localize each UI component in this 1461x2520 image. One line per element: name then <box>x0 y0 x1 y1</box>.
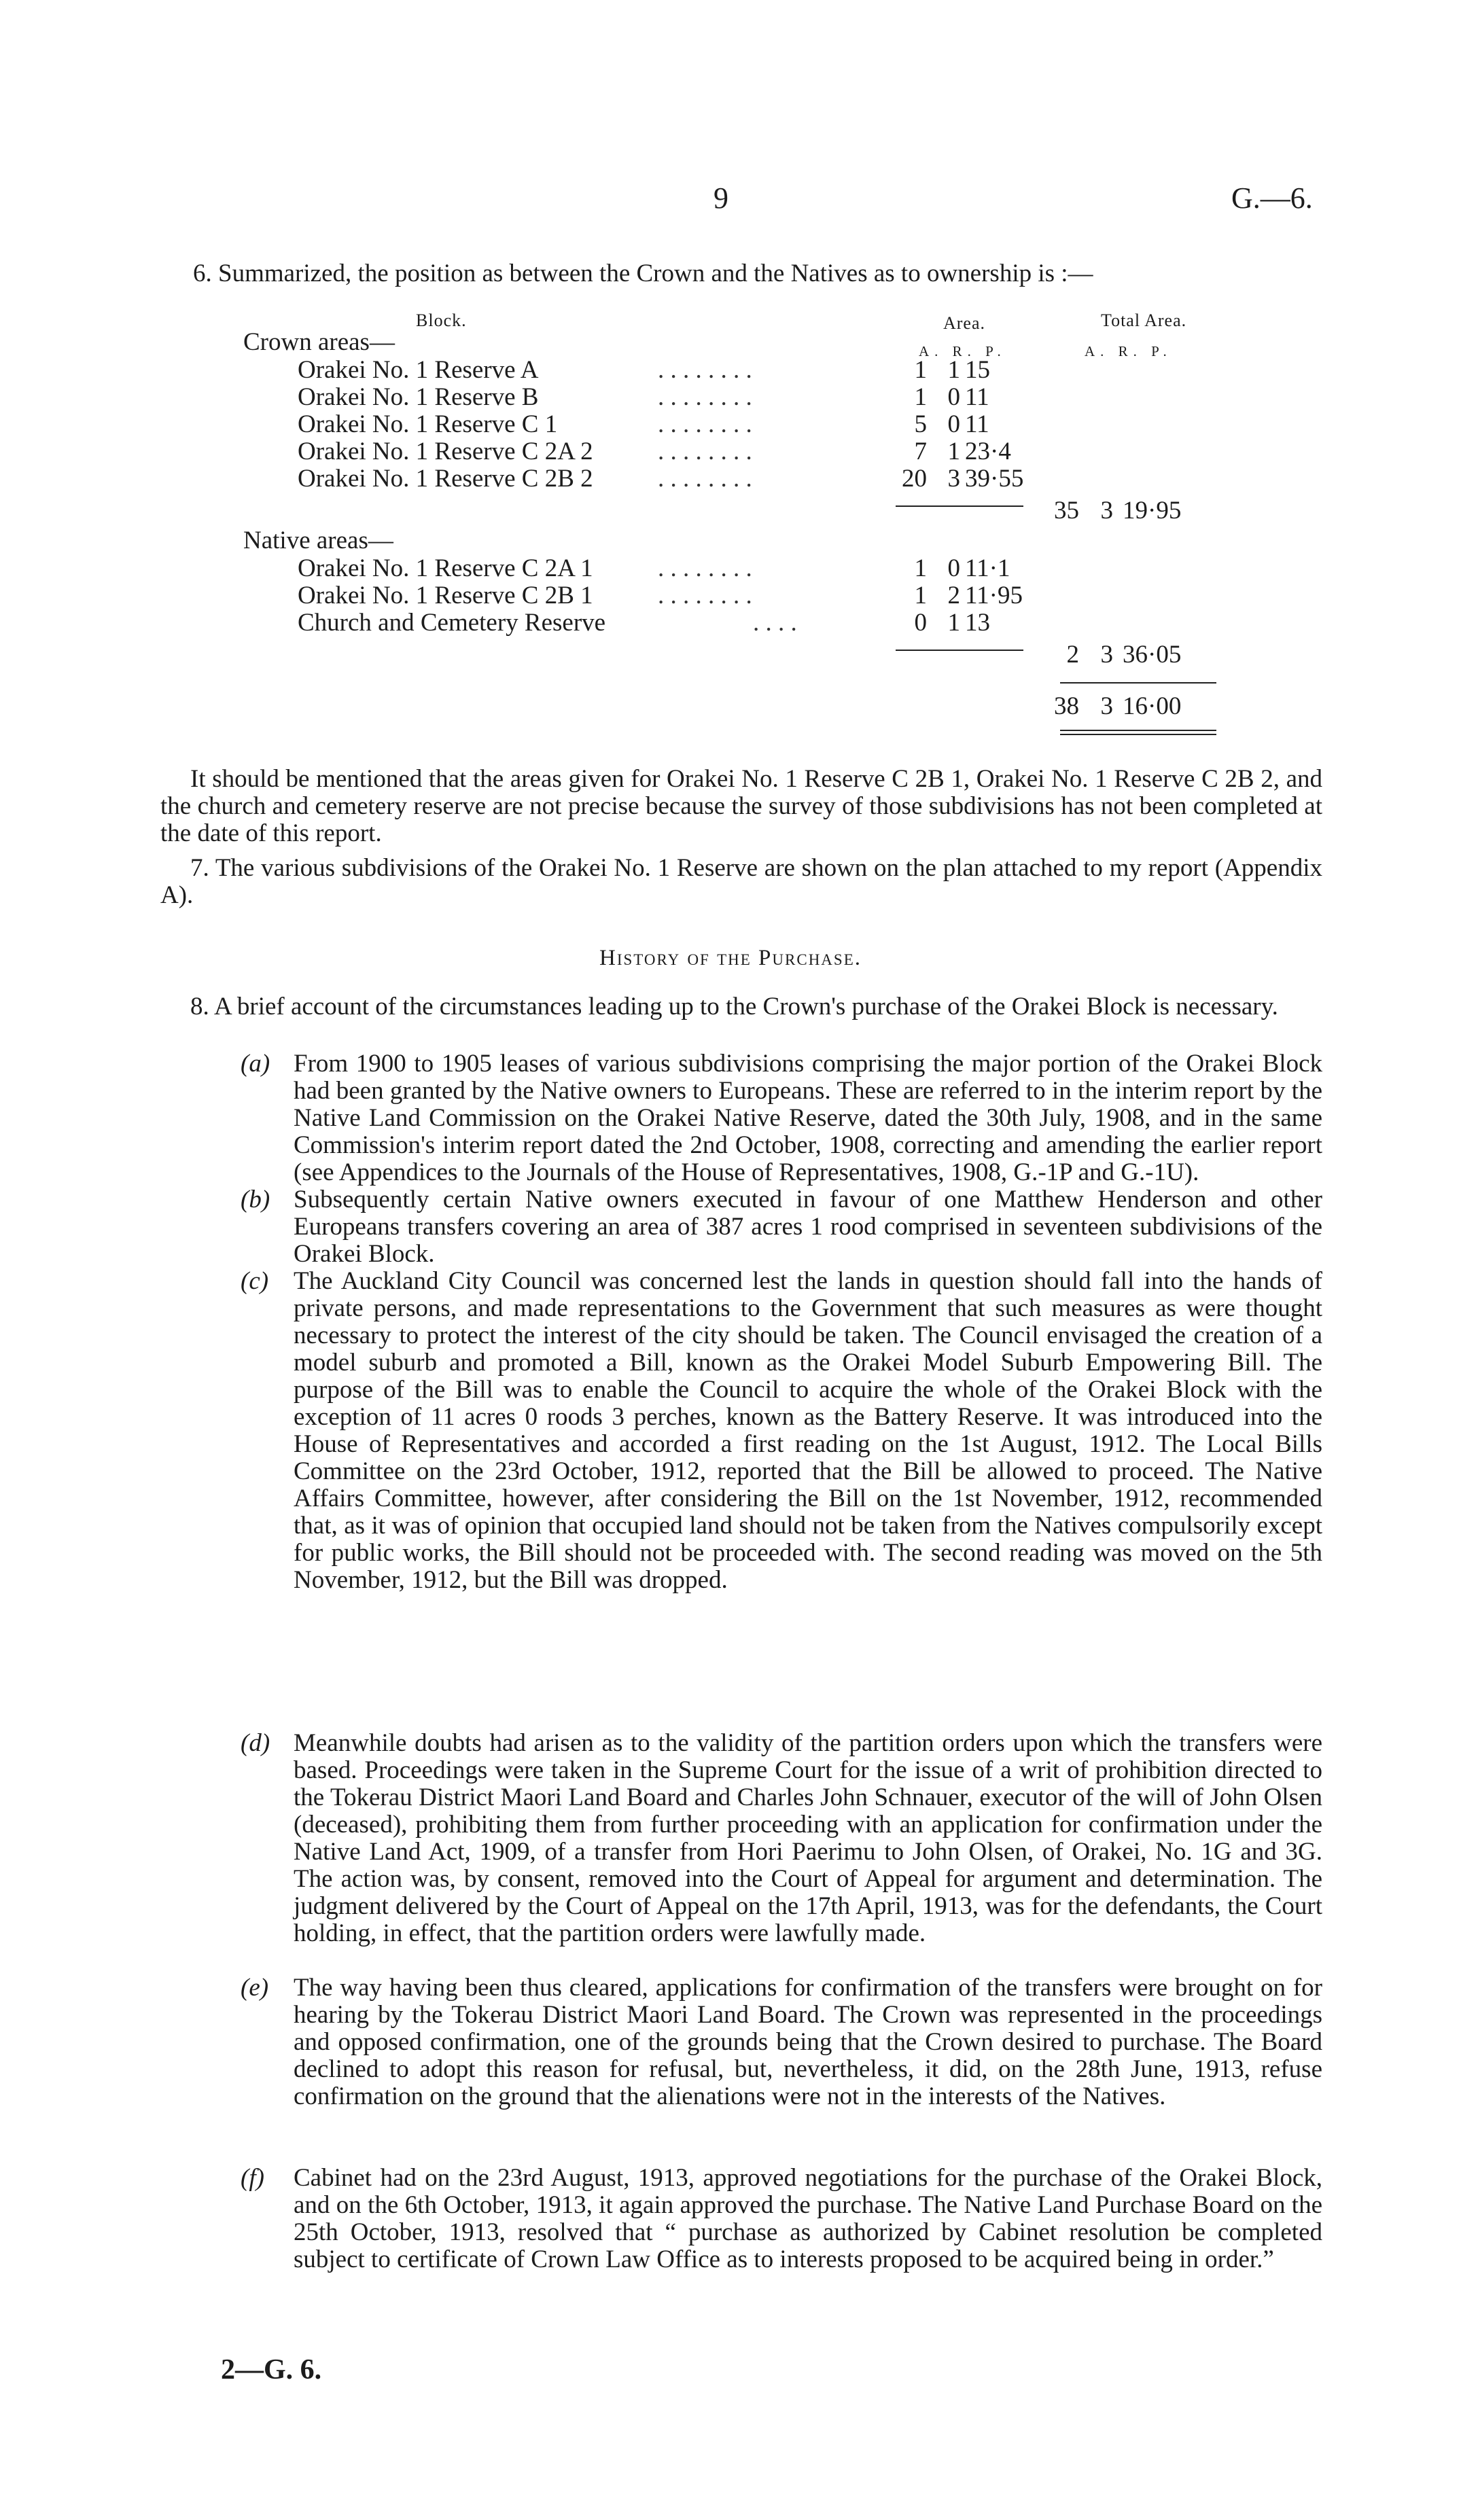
total-rule <box>1060 682 1216 684</box>
list-item <box>241 2164 1322 2273</box>
col-header-total-area: Total Area. <box>1101 310 1187 330</box>
item-text: Meanwhile doubts had arisen as to the validity of the partition orders upon which the transfers were based. Proceedings were taken in the Supreme Court for the issue of a writ of prohibition directed to the Tokerau District Maori Land Board and Charles John Schnauer, executor of the will of John Olsen (deceased), prohibiting them from further proceeding with an application for confirmation under the Native Land Act, 1909, of a transfer from Hori Paerimu to John Olsen, of Orakei, No. 1G and 3G. The action was, by consent, removed into the Court of Appeal for argument and determination. The judgment delivered by the Court of Appeal on the 17th April, 1913, was for the defendants, the Court holding, in effect, that the partition orders were lawfully made. <box>294 1729 1322 1947</box>
leader-dots: . . . . . . . . <box>658 582 752 609</box>
acres: 1 <box>914 582 927 609</box>
perches: 19·95 <box>1123 497 1182 525</box>
list-item <box>241 1729 1322 1947</box>
acres: 20 <box>902 465 927 493</box>
list-item <box>241 1186 1322 1268</box>
row-label: Orakei No. 1 Reserve C 2A 1 <box>298 554 593 582</box>
table-row <box>298 555 1045 582</box>
acres: 38 <box>1054 692 1079 720</box>
perches: 39·55 <box>965 465 1024 493</box>
row-label: Orakei No. 1 Reserve C 2A 2 <box>298 438 593 465</box>
footer-signature: 2—G. 6. <box>221 2354 322 2385</box>
roods: 3 <box>1100 641 1113 669</box>
survey-note-paragraph: It should be mentioned that the areas given for Orakei No. 1 Reserve C 2B 1, Orakei No. 1 Reserve C 2B 2, and the church and cemetery reserve are not precise because the survey of those subdivisions has not been completed at the date of this report. <box>160 765 1322 847</box>
total-double-rule <box>1060 730 1216 731</box>
perches: 23·4 <box>965 438 1011 465</box>
item-letter: (a) <box>241 1050 270 1078</box>
roods: 0 <box>947 410 960 438</box>
perches: 11·95 <box>965 582 1023 609</box>
paragraph-7: 7. The various subdivisions of the Orakei No. 1 Reserve are shown on the plan attached to my report (Appendix A). <box>160 854 1322 909</box>
roods: 0 <box>947 554 960 582</box>
list-item <box>241 1974 1322 2110</box>
row-label: Orakei No. 1 Reserve C 2B 2 <box>298 465 593 493</box>
table-row <box>298 384 1045 411</box>
col-header-block: Block. <box>416 310 467 330</box>
item-letter: (d) <box>241 1729 270 1757</box>
crown-areas-heading: Crown areas— <box>243 328 395 356</box>
perches: 36·05 <box>1123 641 1182 669</box>
row-label: Orakei No. 1 Reserve B <box>298 383 539 411</box>
perches: 16·00 <box>1123 692 1182 720</box>
list-item <box>241 1267 1322 1594</box>
leader-dots: . . . . . . . . <box>658 438 752 465</box>
crown-total <box>1046 497 1250 525</box>
intro-paragraph: 6. Summarized, the position as between the Crown and the Natives as to ownership is :— <box>193 260 1093 287</box>
table-row <box>298 438 1045 465</box>
perches: 11·1 <box>965 554 1010 582</box>
table-row <box>298 465 1045 493</box>
leader-dots: . . . . . . . . <box>658 554 752 582</box>
subtotal-rule <box>896 505 1023 507</box>
roods: 0 <box>947 383 960 411</box>
item-letter: (b) <box>241 1186 270 1213</box>
roods: 1 <box>947 356 960 384</box>
paragraph-8: 8. A brief account of the circumstances leading up to the Crown's purchase of the Orakei Block is necessary. <box>190 993 1278 1021</box>
acres: 7 <box>914 438 927 465</box>
list-item <box>241 1050 1322 1186</box>
roods: 3 <box>1100 497 1113 525</box>
leader-dots: . . . . <box>753 609 797 637</box>
section-heading: History of the Purchase. <box>599 946 862 970</box>
native-total <box>1046 641 1250 669</box>
row-label: Orakei No. 1 Reserve A <box>298 356 539 384</box>
total-double-rule <box>1060 734 1216 735</box>
roods: 3 <box>1100 692 1113 720</box>
item-letter: (f) <box>241 2164 264 2192</box>
acres: 1 <box>914 383 927 411</box>
roods: 3 <box>947 465 960 493</box>
area-units: A. R. P. <box>919 343 1006 359</box>
page-number: 9 <box>714 181 728 215</box>
item-text: From 1900 to 1905 leases of various subdivisions comprising the major portion of the Orakei Block had been granted by the Native owners to Europeans. These are referred to in the interim report by the Native Land Commission on the Orakei Native Reserve, dated the 30th July, 1908, and in the same Commission's interim report dated the 2nd October, 1908, correcting and amending the earlier report (see Appendices to the Journals of the House of Representatives, 1908, G.-1P and G.-1U). <box>294 1050 1322 1186</box>
document-reference: G.—6. <box>1231 181 1313 215</box>
acres: 5 <box>914 410 927 438</box>
col-header-area: Area. <box>943 313 986 333</box>
row-label: Orakei No. 1 Reserve C 2B 1 <box>298 582 593 609</box>
perches: 11 <box>965 383 989 411</box>
subtotal-rule <box>896 650 1023 651</box>
perches: 15 <box>965 356 990 384</box>
acres: 0 <box>914 609 927 637</box>
row-label: Orakei No. 1 Reserve C 1 <box>298 410 558 438</box>
table-row <box>298 609 1045 637</box>
grand-total <box>1046 693 1250 720</box>
acres: 1 <box>914 554 927 582</box>
item-text: The way having been thus cleared, applications for confirmation of the transfers were brought on for hearing by the Tokerau District Maori Land Board. The Crown was represented in the proceedings and opposed confirmation, one of the grounds being that the Crown desired to purchase. The Board declined to adopt this reason for refusal, but, nevertheless, it did, on the 28th June, 1913, refuse confirmation on the ground that the alienations were not in the interests of the Natives. <box>294 1974 1322 2110</box>
item-text: Cabinet had on the 23rd August, 1913, approved negotiations for the purchase of the Orakei Block, and on the 6th October, 1913, it again approved the purchase. The Native Land Purchase Board on the 25th October, 1913, resolved that “ purchase as authorized by Cabinet resolution be completed subject to certificate of Crown Law Office as to interests proposed to be acquired being in order.” <box>294 2164 1322 2273</box>
perches: 13 <box>965 609 990 637</box>
row-label: Church and Cemetery Reserve <box>298 609 606 637</box>
table-row <box>298 357 1045 384</box>
total-area-units: A. R. P. <box>1085 343 1172 359</box>
table-row <box>298 411 1045 438</box>
item-text: The Auckland City Council was concerned lest the lands in question should fall into the hands of private persons, and made representations to the Government that such measures as were thought necessary to protect the interest of the city should be taken. The Council envisaged the creation of a model suburb and promoted a Bill, known as the Orakei Model Suburb Empowering Bill. The purpose of the Bill was to enable the Council to acquire the whole of the Orakei Block with the exception of 11 acres 0 roods 3 perches, known as the Battery Reserve. It was introduced into the House of Representatives and accorded a first reading on the 1st August, 1912. The Local Bills Committee on the 23rd October, 1912, reported that the Bill be allowed to proceed. The Native Affairs Committee, however, after considering the Bill on the 1st November, 1912, recommended that, as it was of opinion that occupied land should not be taken from the Natives compulsorily except for public works, the Bill should not be proceeded with. The second reading was moved on the 5th November, 1912, but the Bill was dropped. <box>294 1267 1322 1594</box>
acres: 35 <box>1054 497 1079 525</box>
item-letter: (e) <box>241 1974 269 2002</box>
native-areas-heading: Native areas— <box>243 527 393 554</box>
item-text: Subsequently certain Native owners executed in favour of one Matthew Henderson and other Europeans transfers covering an area of 387 acres 1 rood comprised in seventeen subdivisions of the Orakei Block. <box>294 1186 1322 1268</box>
leader-dots: . . . . . . . . <box>658 410 752 438</box>
leader-dots: . . . . . . . . <box>658 465 752 493</box>
roods: 2 <box>947 582 960 609</box>
leader-dots: . . . . . . . . <box>658 383 752 411</box>
acres: 1 <box>914 356 927 384</box>
item-letter: (c) <box>241 1267 269 1295</box>
acres: 2 <box>1066 641 1079 669</box>
leader-dots: . . . . . . . . <box>658 356 752 384</box>
roods: 1 <box>947 438 960 465</box>
table-row <box>298 582 1045 609</box>
perches: 11 <box>965 410 989 438</box>
roods: 1 <box>947 609 960 637</box>
